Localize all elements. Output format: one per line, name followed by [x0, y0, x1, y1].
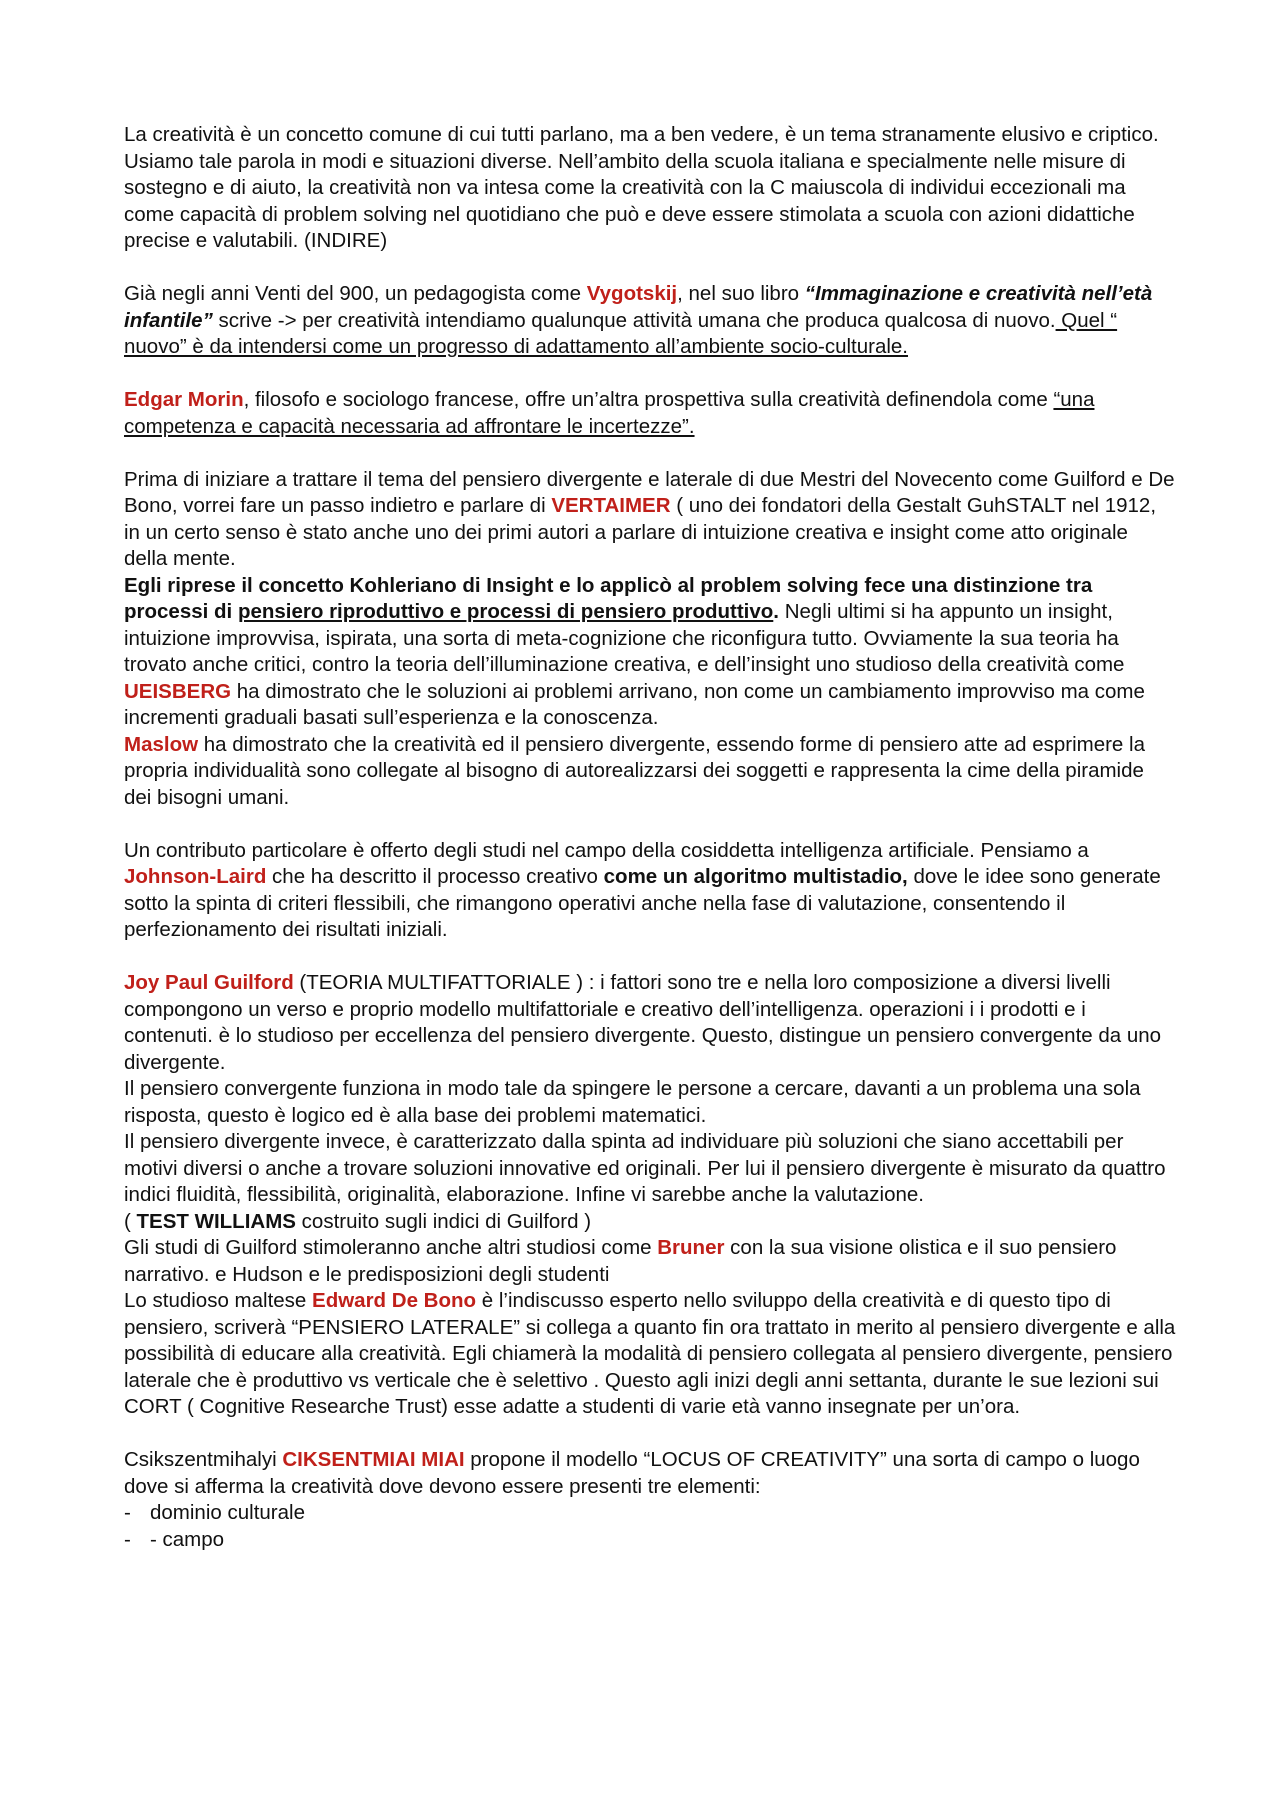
insight-bold-end: .: [773, 600, 779, 623]
author-name-vertaimer: VERTAIMER: [551, 494, 671, 517]
vygotskij-text-2: , nel suo libro: [677, 282, 805, 305]
bruner-text-2: con la sua visione olistica e il suo pensiero narrativo. e Hudson e le predisposizioni degli studenti: [124, 1236, 1117, 1286]
author-name-ciksentmiai: CIKSENTMIAI MIAI: [282, 1448, 465, 1471]
vertaimer-text-4: ha dimostrato che le soluzioni ai problemi arrivano, non come un cambiamento improvviso ma come incrementi graduali basati sull’esperienza e la conoscenza.: [124, 679, 1145, 729]
morin-underlined-quote: “una competenza e capacità necessaria ad affrontare le incertezze”.: [124, 388, 1095, 438]
list-dash: -: [124, 1501, 131, 1524]
vygotskij-text-1: Già negli anni Venti del 900, un pedagogista come: [124, 282, 587, 305]
list-item-text: - campo: [150, 1527, 225, 1551]
list-dash: -: [124, 1527, 131, 1551]
locus-text-2: propone il modello “LOCUS OF CREATIVITY” una sorta di campo o luogo dove si afferma la creatività dove devono essere presenti tre elementi:: [124, 1448, 1140, 1498]
author-name-guilford: Joy Paul Guilford: [124, 971, 294, 994]
vertaimer-paragraph: [124, 467, 1176, 812]
test-open: (: [124, 1209, 137, 1233]
debono-text-1: Lo studioso maltese: [124, 1289, 313, 1312]
intro-paragraph: [124, 122, 1176, 255]
ai-text-3: dove le idee sono generate sotto la spinta di criteri flessibili, che rimangono operativi anche nella fase di valutazione, consentendo il perfezionamento dei risultati iniziali.: [124, 865, 1161, 941]
book-title: “Immaginazione e creatività nell’età infantile”: [124, 282, 1153, 332]
vygotskij-text-3: scrive -> per creatività intendiamo qualunque attività umana che produca qualcosa di nuovo.: [212, 308, 1056, 332]
vygotskij-paragraph: [124, 281, 1176, 361]
paragraph-gap: [124, 255, 1176, 282]
list-item: [124, 1500, 1176, 1527]
maslow-text: ha dimostrato che la creatività ed il pensiero divergente, essendo forme di pensiero atte ad esprimere la propria individualità sono collegate al bisogno di autorealizzarsi dei soggetti e rappresenta la cime della piramide dei bisogni umani.: [124, 732, 1145, 809]
intro-line-2: Usiamo tale parola in modi e situazioni diverse. Nell’ambito della scuola italiana e specialmente nelle misure di sostegno e di aiuto, la creatività non va intesa come la creatività con la C maiuscola di individui eccezionali ma come capacità di problem solving nel quotidiano che può e deve essere stimolata a scuola con azioni didattiche precise e valutabili. (INDIRE): [124, 149, 1135, 252]
author-name-ueisberg: UEISBERG: [124, 679, 232, 703]
list-item: [124, 1527, 1176, 1554]
intro-line-1: La creatività è un concetto comune di cui tutti parlano, ma a ben vedere, è un tema stranamente elusivo e criptico.: [124, 123, 1159, 146]
paragraph-gap: [124, 811, 1176, 838]
author-name-morin: Edgar Morin: [124, 388, 244, 411]
csikszentmihalyi-paragraph: [124, 1447, 1176, 1500]
author-name-vygotskij: Vygotskij: [586, 282, 678, 305]
vertaimer-text-3: Negli ultimi si ha appunto un insight, intuizione improvvisa, ispirata, una sorta di meta-cognizione che riconfigura tutto. Ovviamente la sua teoria ha trovato anche critici, contro la teoria dell’illuminazione creativa, e dell’insight uno studioso della creatività come: [124, 600, 1125, 676]
test-rest: costruito sugli indici di Guilford ): [295, 1209, 592, 1233]
author-name-maslow: Maslow: [124, 732, 199, 756]
locus-text-1: Csikszentmihalyi: [124, 1448, 283, 1471]
test-williams-label: TEST WILLIAMS: [136, 1209, 296, 1233]
author-name-bruner: Bruner: [657, 1236, 725, 1259]
johnson-laird-paragraph: [124, 838, 1176, 944]
author-name-johnson-laird: Johnson-Laird: [124, 865, 267, 888]
paragraph-gap: [124, 944, 1176, 971]
elements-list: [124, 1500, 1176, 1553]
paragraph-gap: [124, 361, 1176, 388]
morin-text-1: , filosofo e sociologo francese, offre un’altra prospettiva sulla creatività definendola come: [243, 388, 1054, 411]
insight-bold-underlined: pensiero riproduttivo e processi di pensiero produttivo: [237, 600, 774, 623]
morin-paragraph: [124, 387, 1176, 440]
algorithm-bold-text: come un algoritmo multistadio,: [603, 865, 908, 888]
bruner-text-1: Gli studi di Guilford stimoleranno anche altri studiosi come: [124, 1236, 658, 1259]
divergent-text: Il pensiero divergente invece, è caratterizzato dalla spinta ad individuare più soluzioni che siano accettabili per motivi diversi o anche a trovare soluzioni innovative ed originali. Per lui il pensiero divergente è misurato da quattro indici fluidità, flessibilità, originalità, elaborazione. Infine vi sarebbe anche la valutazione.: [124, 1130, 1166, 1206]
insight-bold-text: Egli riprese il concetto Kohleriano di Insight e lo applicò al problem solving fece una distinzione tra processi di: [124, 573, 1093, 623]
vertaimer-text-2: ( uno dei fondatori della Gestalt GuhSTALT nel 1912, in un certo senso è stato anche uno dei primi autori a parlare di intuizione creativa e insight come atto originale della mente.: [124, 494, 1157, 570]
ai-text-2: che ha descritto il processo creativo: [266, 865, 604, 888]
vertaimer-text-1: Prima di iniziare a trattare il tema del pensiero divergente e laterale di due Mestri del Novecento come Guilford e De Bono, vorrei fare un passo indietro e parlare di: [124, 467, 1175, 517]
ai-text-1: Un contributo particolare è offerto degli studi nel campo della cosiddetta intelligenza artificiale. Pensiamo a: [124, 838, 1089, 862]
convergent-text: Il pensiero convergente funziona in modo tale da spingere le persone a cercare, davanti a un problema una sola risposta, questo è logico ed è alla base dei problemi matematici.: [124, 1077, 1141, 1127]
paragraph-gap: [124, 1421, 1176, 1448]
author-name-de-bono: Edward De Bono: [312, 1289, 477, 1312]
vygotskij-underlined-text: Quel “ nuovo” è da intendersi come un progresso di adattamento all’ambiente socio-culturale.: [124, 308, 1118, 358]
paragraph-gap: [124, 440, 1176, 467]
guilford-paragraph: [124, 970, 1176, 1421]
guilford-text-1: (TEORIA MULTIFATTORIALE ) : i fattori sono tre e nella loro composizione a diversi livelli compongono un verso e proprio modello multifattoriale e creativo dell’intelligenza. operazioni i i prodotti e i contenuti. è lo studioso per eccellenza del pensiero divergente. Questo, distingue un pensiero convergente da uno divergente.: [124, 971, 1162, 1074]
document-page: [124, 122, 1176, 1553]
list-item-text: dominio culturale: [150, 1501, 305, 1524]
debono-text-2: è l’indiscusso esperto nello sviluppo della creatività e di questo tipo di pensiero, scriverà “PENSIERO LATERALE” si collega a quanto fin ora trattato in merito al pensiero divergente e alla possibilità di educare alla creatività. Egli chiamerà la modalità di pensiero collegata al pensiero divergente, pensiero laterale che è produttivo vs verticale che è selettivo . Questo agli inizi degli anni settanta, durante le sue lezioni sui CORT ( Cognitive Researche Trust) esse adatte a studenti di varie età vanno insegnate per un’ora.: [124, 1289, 1176, 1418]
